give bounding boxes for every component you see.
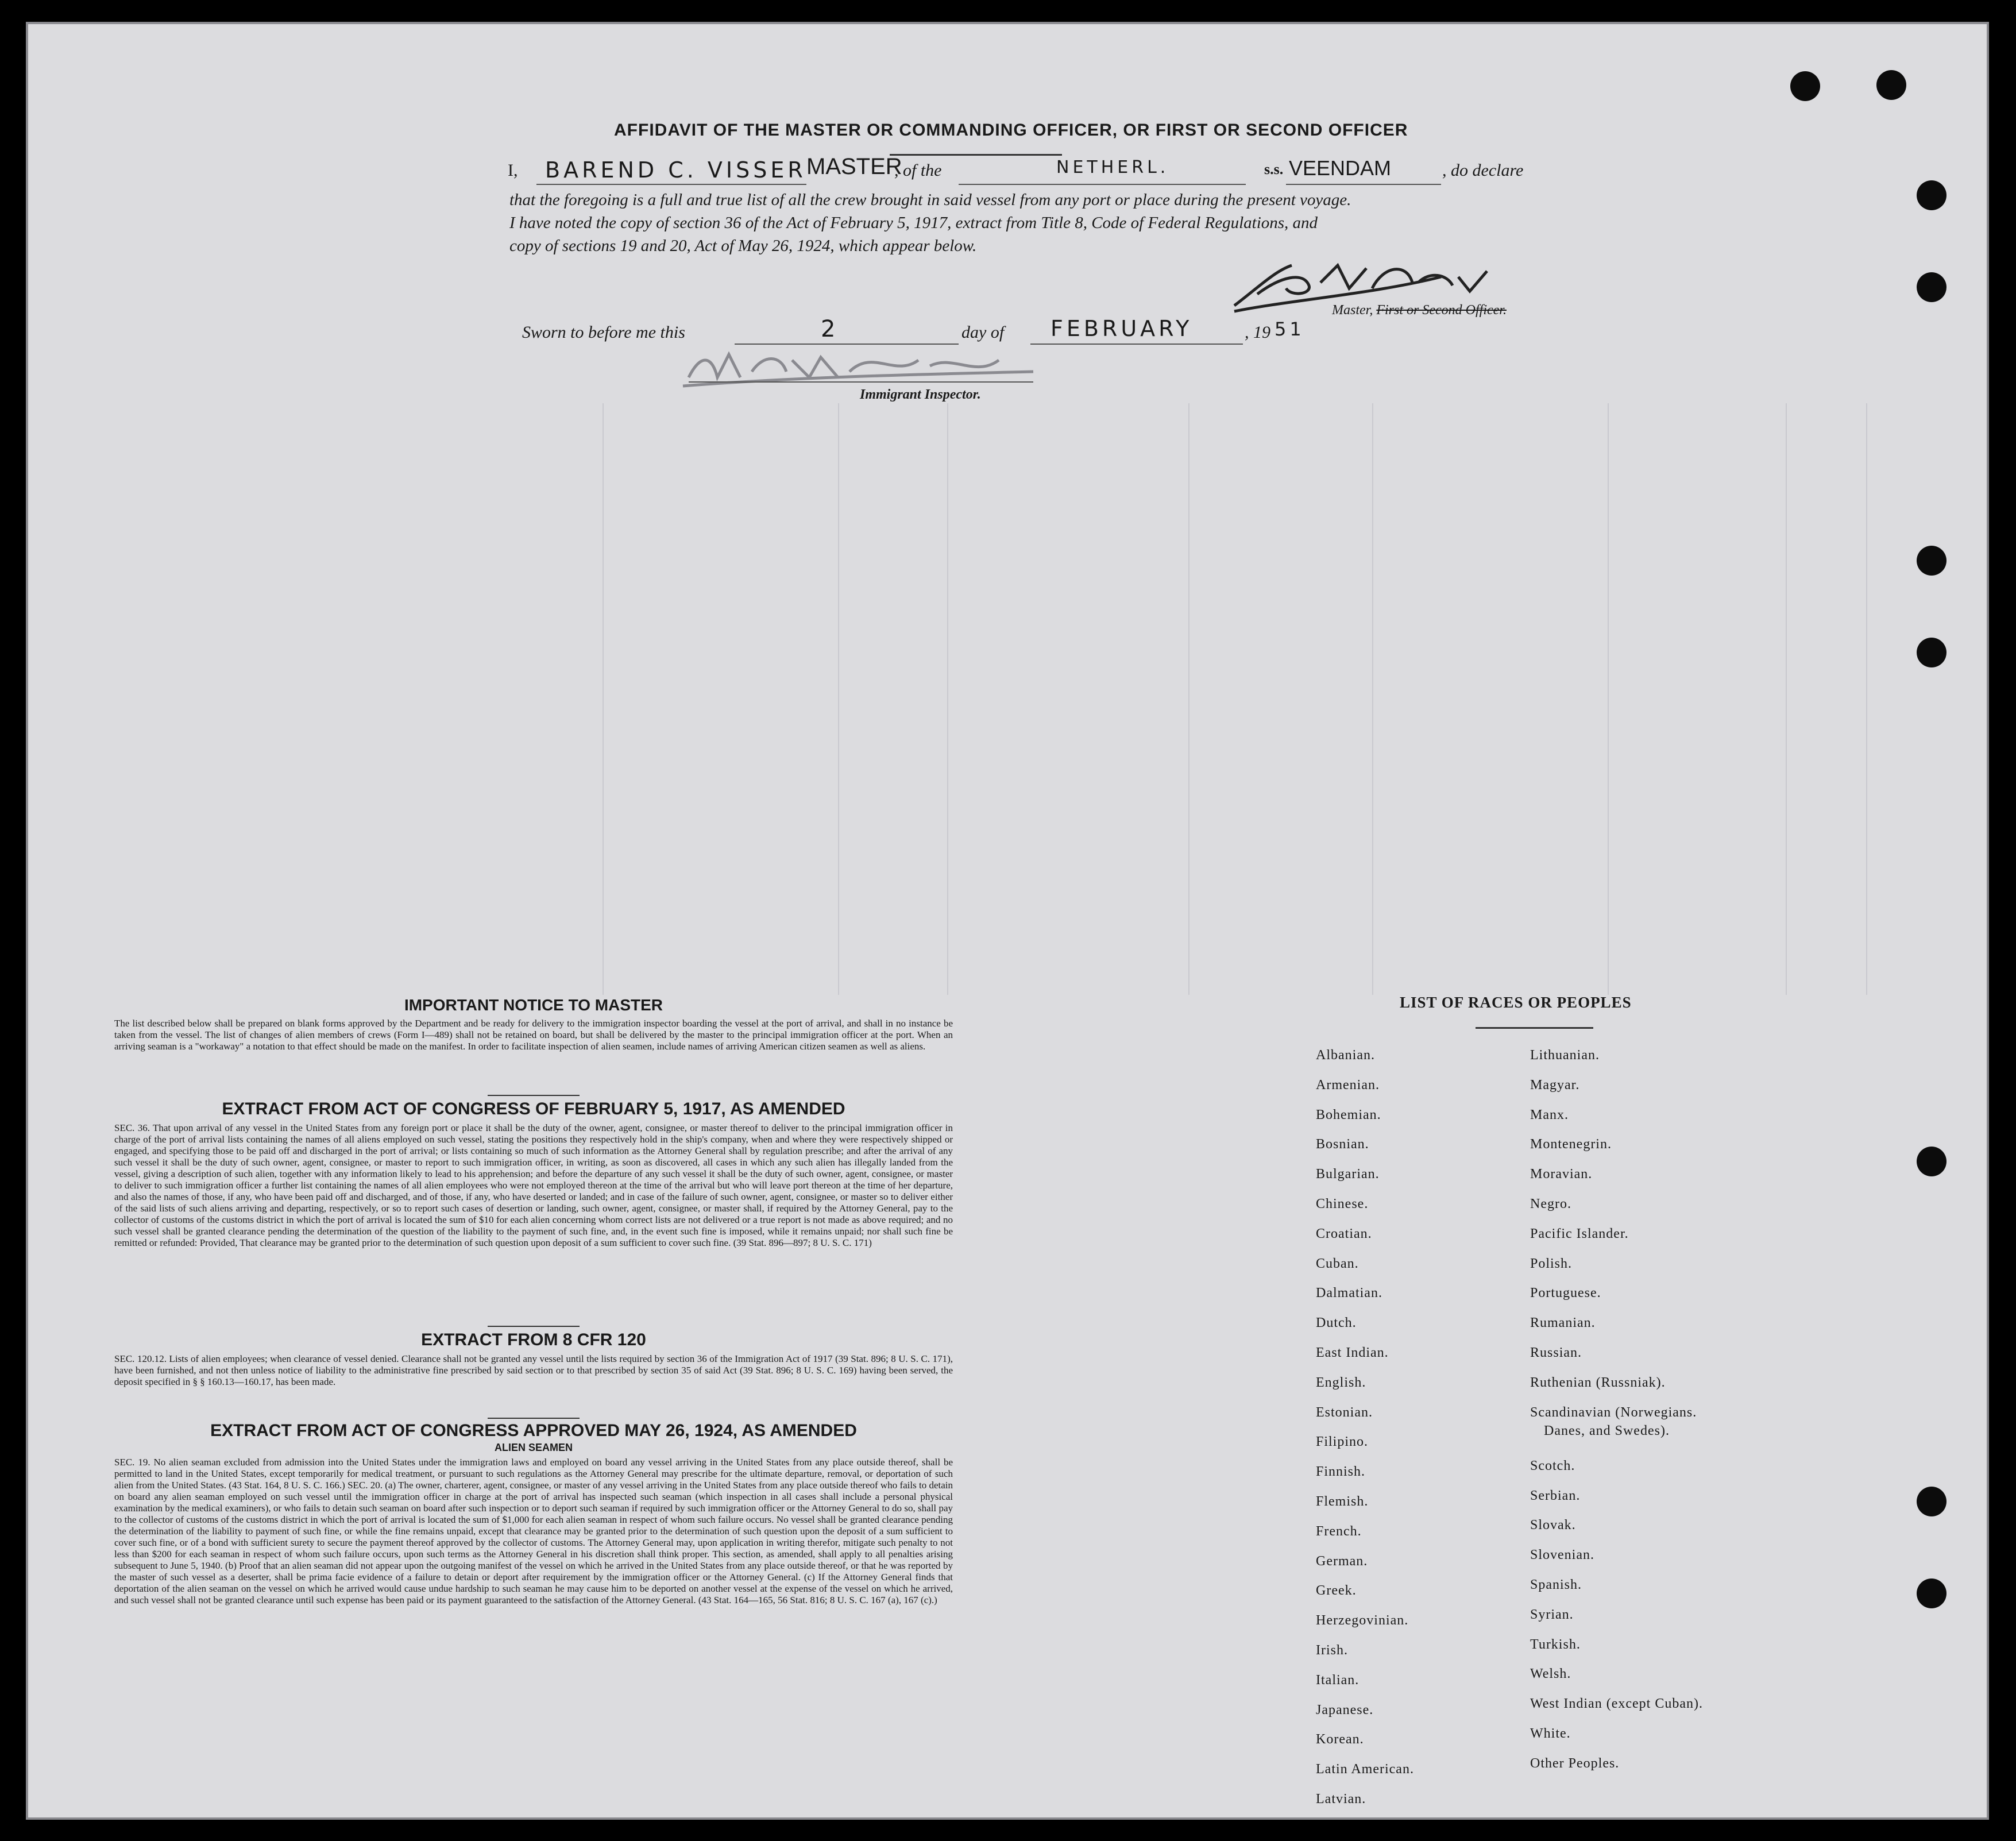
race-item: Dalmatian.	[1316, 1286, 1382, 1301]
master-name: BAREND C. VISSER	[545, 157, 806, 183]
race-item: Bosnian.	[1316, 1137, 1369, 1152]
race-item: Filipino.	[1316, 1434, 1369, 1450]
notice-heading: IMPORTANT NOTICE TO MASTER	[404, 996, 663, 1014]
punch-hole-icon	[1917, 1487, 1947, 1516]
race-item: Russian.	[1530, 1345, 1582, 1360]
punch-hole-icon	[1790, 71, 1820, 101]
ruled-column-line	[1866, 403, 1867, 995]
race-item: Polish.	[1530, 1256, 1573, 1271]
race-item: Latvian.	[1316, 1792, 1366, 1807]
punch-hole-icon	[1917, 1147, 1947, 1176]
race-item: Dutch.	[1316, 1315, 1357, 1331]
fill-line	[1286, 184, 1441, 185]
race-item: Welsh.	[1530, 1666, 1571, 1682]
declaration-i: I,	[508, 161, 518, 180]
day-of-label: day of	[961, 323, 1005, 342]
race-item: Manx.	[1530, 1107, 1569, 1122]
fill-line	[959, 184, 1246, 185]
punch-hole-icon	[1917, 1578, 1947, 1608]
race-item: French.	[1316, 1523, 1362, 1539]
sworn-year: 51	[1275, 318, 1305, 340]
race-item: Slovak.	[1530, 1518, 1576, 1533]
race-item: Armenian.	[1316, 1077, 1380, 1093]
sworn-day: 2	[821, 316, 839, 342]
fill-line	[1030, 344, 1243, 345]
races-title: LIST OF RACES OR PEOPLES	[1400, 994, 1632, 1011]
extract-1917-heading: EXTRACT FROM ACT OF CONGRESS OF FEBRUARY 5, 1917, AS AMENDED	[222, 1099, 845, 1118]
race-item: Other Peoples.	[1530, 1755, 1620, 1771]
race-item: Spanish.	[1530, 1577, 1582, 1592]
sworn-month: FEBRUARY	[1051, 316, 1193, 341]
race-item: Croatian.	[1316, 1226, 1372, 1241]
race-item: Japanese.	[1316, 1702, 1374, 1718]
ss-label: s.s.	[1264, 161, 1284, 177]
race-item: Danes, and Swedes).	[1544, 1423, 1670, 1438]
notice-body: The list described below shall be prepared on blank forms approved by the Department and be ready for delivery to the immigration inspector boarding the vessel at the port of arrival, and shall in no instance be taken from the vessel. The list of changes of alien members of crews (Form I—489) shall not be retained on board, but shall be delivered by the master to the principal immigration officer at the port. When an arriving seaman is a "workaway" a notation to that effect should be made on the manifest. In order to facilitate inspection of alien seamen, include names of arriving American citizen seamen as well as aliens.	[114, 1018, 953, 1052]
race-item: Turkish.	[1530, 1637, 1581, 1652]
race-item: German.	[1316, 1553, 1368, 1569]
race-item: Albanian.	[1316, 1048, 1375, 1063]
punch-hole-icon	[1876, 70, 1906, 100]
inspector-caption: Immigrant Inspector.	[860, 387, 981, 402]
vessel-name: VEENDAM	[1289, 156, 1392, 180]
ruled-column-line	[603, 403, 604, 995]
divider	[488, 1326, 580, 1327]
of-the-label: , of the	[894, 161, 942, 180]
declaration-line-3: I have noted the copy of section 36 of the Act of February 5, 1917, extract from Title 8, Code of Federal Regulations, and	[509, 214, 1318, 232]
master-word: MASTER	[806, 154, 902, 179]
race-item: Herzegovinian.	[1316, 1613, 1409, 1628]
nationality: NETHERL.	[1056, 157, 1169, 177]
race-item: Scotch.	[1530, 1458, 1575, 1473]
divider	[488, 1095, 580, 1096]
declaration-line-2: that the foregoing is a full and true list of all the crew brought in said vessel from any port or place during the present voyage.	[509, 191, 1351, 209]
race-item: Greek.	[1316, 1583, 1357, 1599]
race-item: Estonian.	[1316, 1404, 1373, 1420]
extract-1924-subheading: ALIEN SEAMEN	[494, 1442, 573, 1453]
race-item: White.	[1530, 1726, 1571, 1741]
race-item: Bohemian.	[1316, 1107, 1381, 1122]
race-item: West Indian (except Cuban).	[1530, 1696, 1703, 1712]
race-item: Italian.	[1316, 1672, 1360, 1688]
race-item: Syrian.	[1530, 1607, 1574, 1622]
punch-hole-icon	[1917, 546, 1947, 576]
extract-1924-heading: EXTRACT FROM ACT OF CONGRESS APPROVED MAY 26, 1924, AS AMENDED	[210, 1421, 857, 1440]
ruled-column-line	[1786, 403, 1787, 995]
punch-hole-icon	[1917, 638, 1947, 667]
race-item: Serbian.	[1530, 1488, 1581, 1503]
race-item: Ruthenian (Russniak).	[1530, 1375, 1666, 1390]
race-item: Magyar.	[1530, 1077, 1580, 1093]
ruled-column-line	[1372, 403, 1373, 995]
race-item: Lithuanian.	[1530, 1048, 1600, 1063]
declaration-line-4: copy of sections 19 and 20, Act of May 26, 1924, which appear below.	[509, 237, 977, 255]
divider	[890, 154, 1062, 156]
divider	[1476, 1027, 1593, 1029]
race-item: Korean.	[1316, 1732, 1364, 1747]
ruled-column-line	[838, 403, 839, 995]
race-item: Negro.	[1530, 1197, 1571, 1211]
officer-caption-master: Master,	[1332, 303, 1373, 318]
do-declare-label: , do declare	[1442, 161, 1524, 180]
fill-line	[536, 184, 806, 185]
race-item: East Indian.	[1316, 1345, 1389, 1360]
officer-caption	[1332, 303, 1507, 318]
ruled-column-line	[947, 403, 948, 995]
race-item: Pacific Islander.	[1530, 1226, 1629, 1241]
race-item: English.	[1316, 1375, 1366, 1390]
affidavit-title: AFFIDAVIT OF THE MASTER OR COMMANDING OFFICER, OR FIRST OR SECOND OFFICER	[614, 121, 1408, 140]
race-item: Scandinavian (Norwegians.	[1530, 1404, 1697, 1420]
punch-hole-icon	[1917, 180, 1947, 210]
race-item: Latin American.	[1316, 1762, 1414, 1777]
extract-1917-body: SEC. 36. That upon arrival of any vessel in the United States from any foreign port or place it shall be the duty of the owner, agent, consignee, or master thereof to deliver to the principal immigration officer in charge of the port of arrival lists containing the names of all aliens employed on such vessel, stating the positions they respectively hold in the ship's company, when and where they were respectively shipped or engaged, and specifying those to be paid off and discharged in the port of arrival; or lists containing so much of such information as the Attorney General shall by regulation prescribe; and after the arrival of any such vessel it shall be the duty of such owner, agent, consignee, or master to report to such immigration officer, in writing, as soon as discovered, all cases in which any such alien has illegally landed from the vessel, giving a description of such alien, together with any information likely to lead to his apprehension; and before the departure of any such vessel it shall be the duty of such owner, agent, consignee, or master to deliver to such immigration officer a further list containing the names of all alien employees who were not employed thereon at the time of the arrival but who will leave port thereon at the time of her departure, and also the names of those, if any, who have been paid off and discharged, and of those, if any, who have deserted or landed; and in case of the failure of such owner, agent, consignee, or master so to deliver either of the said lists of such aliens arriving and departing, respectively, or so to report such cases of desertion or landing, such owner, agent, consignee, or master shall, if required by the Attorney General, pay to the collector of customs of the customs district in which the port of arrival is located the sum of $10 for each alien concerning whom correct lists are not delivered or a true report is not made as above required; and no such vessel shall be granted clearance pending the determination of the question of the liability to the payment of such fine, and, in the event such fine is imposed, while it remains unpaid; nor shall such fine be remitted or refunded: Provided, That clearance may be granted prior to the determination of such question upon deposit of a sum sufficient to cover such fine. (39 Stat. 896—897; 8 U. S. C. 171)	[114, 1122, 953, 1248]
fill-line	[689, 381, 1033, 383]
extract-cfr-body: SEC. 120.12. Lists of alien employees; when clearance of vessel denied. Clearance shall not be granted any vessel until the lists required by section 36 of the Immigration Act of 1917 (39 Stat. 896; 8 U. S. C. 171), have been furnished, and not then unless notice of liability to the administrative fine prescribed by said section or to that prescribed by section 35 of said Act (39 Stat. 896; 8 U. S. C. 169) having been served, the deposit specified in § § 160.13—160.17, has been made.	[114, 1353, 953, 1387]
race-item: Irish.	[1316, 1643, 1348, 1658]
race-item: Moravian.	[1530, 1167, 1593, 1182]
ruled-column-line	[1608, 403, 1609, 995]
race-item: Chinese.	[1316, 1197, 1369, 1211]
sworn-label: Sworn to before me this	[522, 323, 685, 342]
ruled-column-line	[1188, 403, 1189, 995]
race-item: Montenegrin.	[1530, 1137, 1612, 1152]
race-item: Flemish.	[1316, 1494, 1369, 1509]
extract-cfr-heading: EXTRACT FROM 8 CFR 120	[421, 1330, 646, 1349]
punch-hole-icon	[1917, 272, 1947, 302]
race-item: Slovenian.	[1530, 1547, 1594, 1563]
race-item: Bulgarian.	[1316, 1167, 1380, 1182]
race-item: Cuban.	[1316, 1256, 1359, 1271]
year-prefix: , 19	[1245, 323, 1270, 342]
race-item: Rumanian.	[1530, 1315, 1596, 1331]
race-item: Portuguese.	[1530, 1286, 1601, 1301]
officer-caption-struck: First or Second Officer.	[1376, 303, 1507, 318]
race-item: Finnish.	[1316, 1464, 1366, 1480]
manifest-page	[26, 22, 1989, 1820]
extract-1924-body: SEC. 19. No alien seaman excluded from admission into the United States under the immigration laws and employed on board any vessel arriving in the United States from any place outside thereof, shall be permitted to land in the United States, except temporarily for medical treatment, or pursuant to such regulations as the Attorney General may prescribe for the ultimate departure, removal, or deportation of such alien from the United States. (43 Stat. 164, 8 U. S. C. 166.) SEC. 20. (a) The owner, charterer, agent, consignee, or master of any vessel arriving in the United States from any place outside thereof who fails to detain on board any alien seaman employed on such vessel until the immigration officer in charge at the port of arrival has inspected such seaman (which inspection in all cases shall include a personal physical examination by the medical examiners), or who fails to detain such seaman on board after such inspection or to deport such seaman if required by such immigration officer or the Attorney General to do so, shall pay to the collector of customs of the customs district in which the port of arrival is located the sum of $1,000 for each alien seaman in respect of whom such failure occurs. No vessel shall be granted clearance pending the determination of the liability to payment of such fine, or while the fine remains unpaid, except that clearance may be granted prior to the determination of such question upon the deposit of a sum sufficient to cover such fine, or of a bond with sufficient surety to secure the payment thereof approved by the collector of customs. The Attorney General may, upon application in writing therefor, mitigate such penalty to not less than $200 for each seaman in respect of whom such failure occurs, upon such terms as the Attorney General in his discretion shall think proper. This section, as amended, shall apply to all penalties arising subsequent to June 5, 1940. (b) Proof that an alien seaman did not appear upon the outgoing manifest of the vessel on which he arrived in the United States from any place outside thereof, or that he was reported by the master of such vessel as a deserter, shall be prima facie evidence of a failure to detain or deport after requirement by the immigration officer or the Attorney General. (c) If the Attorney General finds that deportation of the alien seaman on the vessel on which he arrived would cause undue hardship to such seaman he may cause him to be deported on another vessel at the expense of the vessel on which he arrived, and such vessel shall not be granted clearance until such expense has been paid or its payment guaranteed to the satisfaction of the Attorney General. (43 Stat. 164—165, 56 Stat. 816; 8 U. S. C. 167 (a), 167 (c).)	[114, 1457, 953, 1605]
divider	[488, 1418, 580, 1419]
